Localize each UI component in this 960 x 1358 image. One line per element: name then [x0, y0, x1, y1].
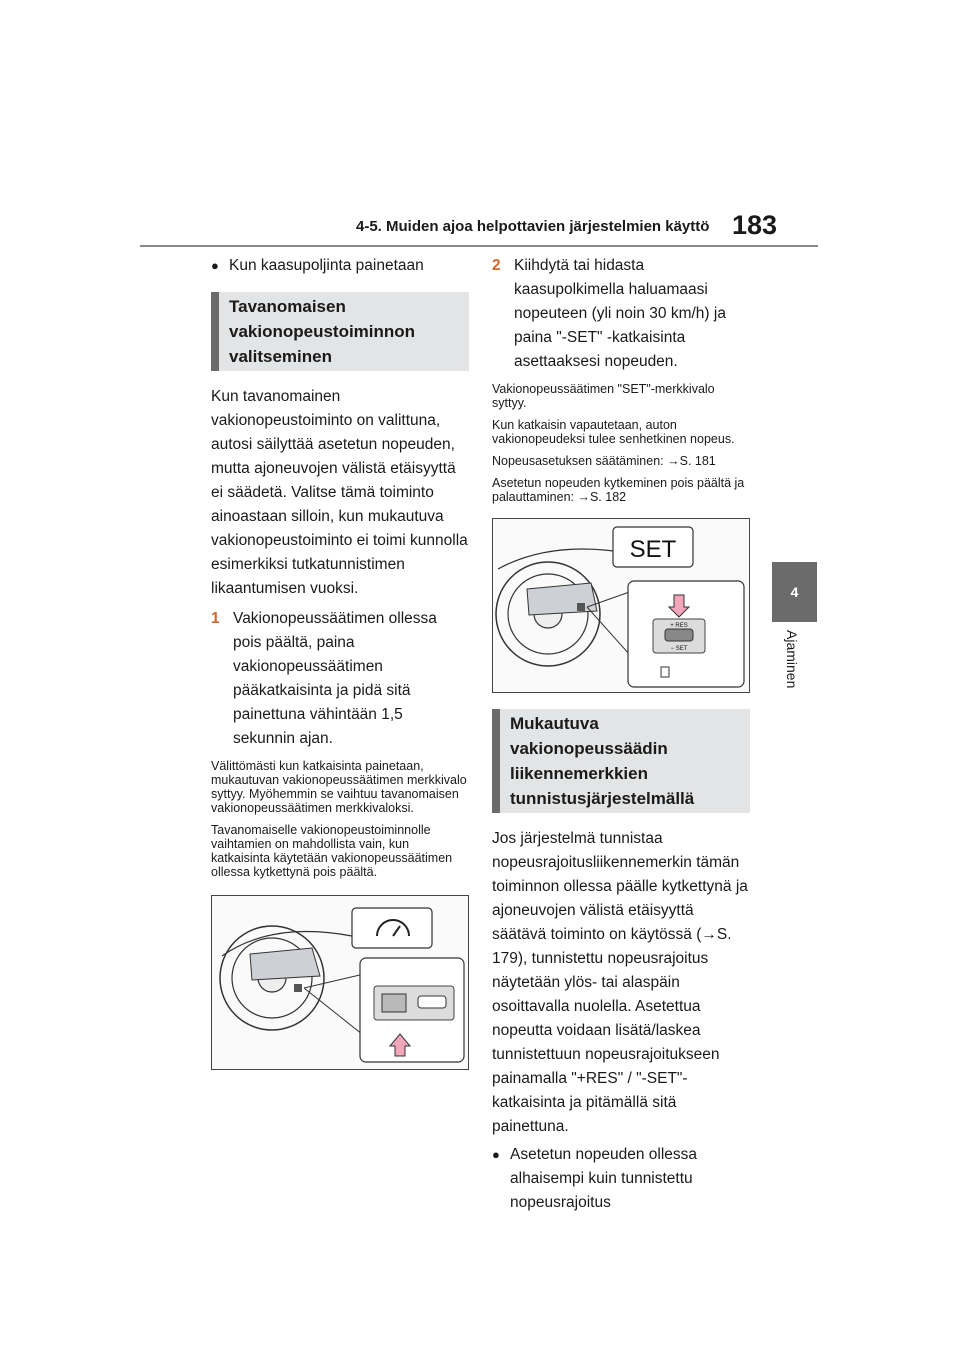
set-switch-illustration [493, 519, 749, 692]
section-heading: Tavanomaisen vakionopeustoiminnon valitseminen [211, 292, 469, 371]
step-1 [211, 607, 469, 751]
bullet-item: ● Kun kaasupoljinta painetaan [211, 254, 469, 278]
button-plus-label: + RES [670, 623, 688, 629]
note: Nopeusasetuksen säätäminen: →S. 181 [492, 454, 716, 468]
callout-box [352, 908, 432, 948]
right-column [492, 254, 750, 1215]
page-number: 183 [732, 210, 778, 240]
step-2 [492, 254, 750, 374]
chapter-tab: 4 [772, 562, 817, 622]
set-label: SET [629, 536, 677, 563]
body-paragraph: Kun tavanomainen vakionopeustoiminto on valittuna, autosi säilyttää asetetun nopeuden, mutta ajoneuvojen välistä etäisyyttä ei säädetä. Valitse tämä toiminto ainoastaan silloin, kun mukautuva vakionopeustoiminto ei toimi kunnolla esimerkiksi tutkatunnistimen likaantumisen vuoksi. [211, 388, 468, 597]
steering-wheel-illustration [212, 896, 468, 1069]
note: Tavanomaiselle vakionopeustoiminnolle vaihtamien on mahdollista vain, kun katkaisinta käytetään vakionopeussäätimen ollessa kytkettynä pois päältä. [211, 823, 453, 879]
step-text: Vakionopeussäätimen ollessa pois päältä, paina vakionopeussäätimen pääkatkaisinta ja pidä sitä painettuna vähintään 1,5 sekunnin ajan. [233, 610, 437, 747]
step-number: 1 [211, 610, 220, 627]
chapter-label: Ajaminen [784, 630, 800, 689]
steering-wheel-figure [211, 895, 469, 1070]
set-switch-figure [492, 518, 750, 693]
section-heading: Mukautuva vakionopeussäädin liikennemerkkien tunnistusjärjestelmällä [492, 709, 750, 813]
header-divider [140, 245, 818, 247]
button-minus-label: − SET [670, 646, 688, 652]
body-paragraph: Jos järjestelmä tunnistaa nopeusrajoitusliikennemerkin tämän toiminnon ollessa päälle kytkettynä ja ajoneuvojen välistä etäisyyttä säätävä toiminto on käytössä (→S. 179), tunnistettu nopeusrajoitus näytetään ylös- tai alaspäin osoittavalla nuolella. Asetettua nopeutta voidaan lisätä/laskea tunnistettuun nopeusrajoitukseen painamalla "+RES" / "-SET"-katkaisinta ja pitämällä sitä painettuna. [492, 830, 748, 1135]
left-column [211, 254, 469, 1070]
step-number: 2 [492, 257, 501, 274]
note: Vakionopeussäätimen "SET"-merkkivalo syttyy. [492, 382, 715, 410]
note: Asetetun nopeuden kytkeminen pois päältä ja palauttaminen: →S. 182 [492, 476, 745, 504]
bullet-item: ● Asetetun nopeuden ollessa alhaisempi kuin tunnistettu nopeusrajoitus [492, 1143, 750, 1215]
running-header: 4-5. Muiden ajoa helpottavien järjestelmien käyttö [356, 218, 710, 235]
note: Kun katkaisin vapautetaan, auton vakionopeudeksi tulee senhetkinen nopeus. [492, 418, 735, 446]
note: Välittömästi kun katkaisinta painetaan, mukautuvan vakionopeussäätimen merkkivalo syttyy. Myöhemmin se vaihtuu tavanomaisen vakionopeussäätimen merkkivaloksi. [211, 759, 467, 815]
step-text: Kiihdytä tai hidasta kaasupolkimella haluamaasi nopeuteen (yli noin 30 km/h) ja paina "-SET" -katkaisinta asettaaksesi nopeuden. [514, 257, 726, 370]
